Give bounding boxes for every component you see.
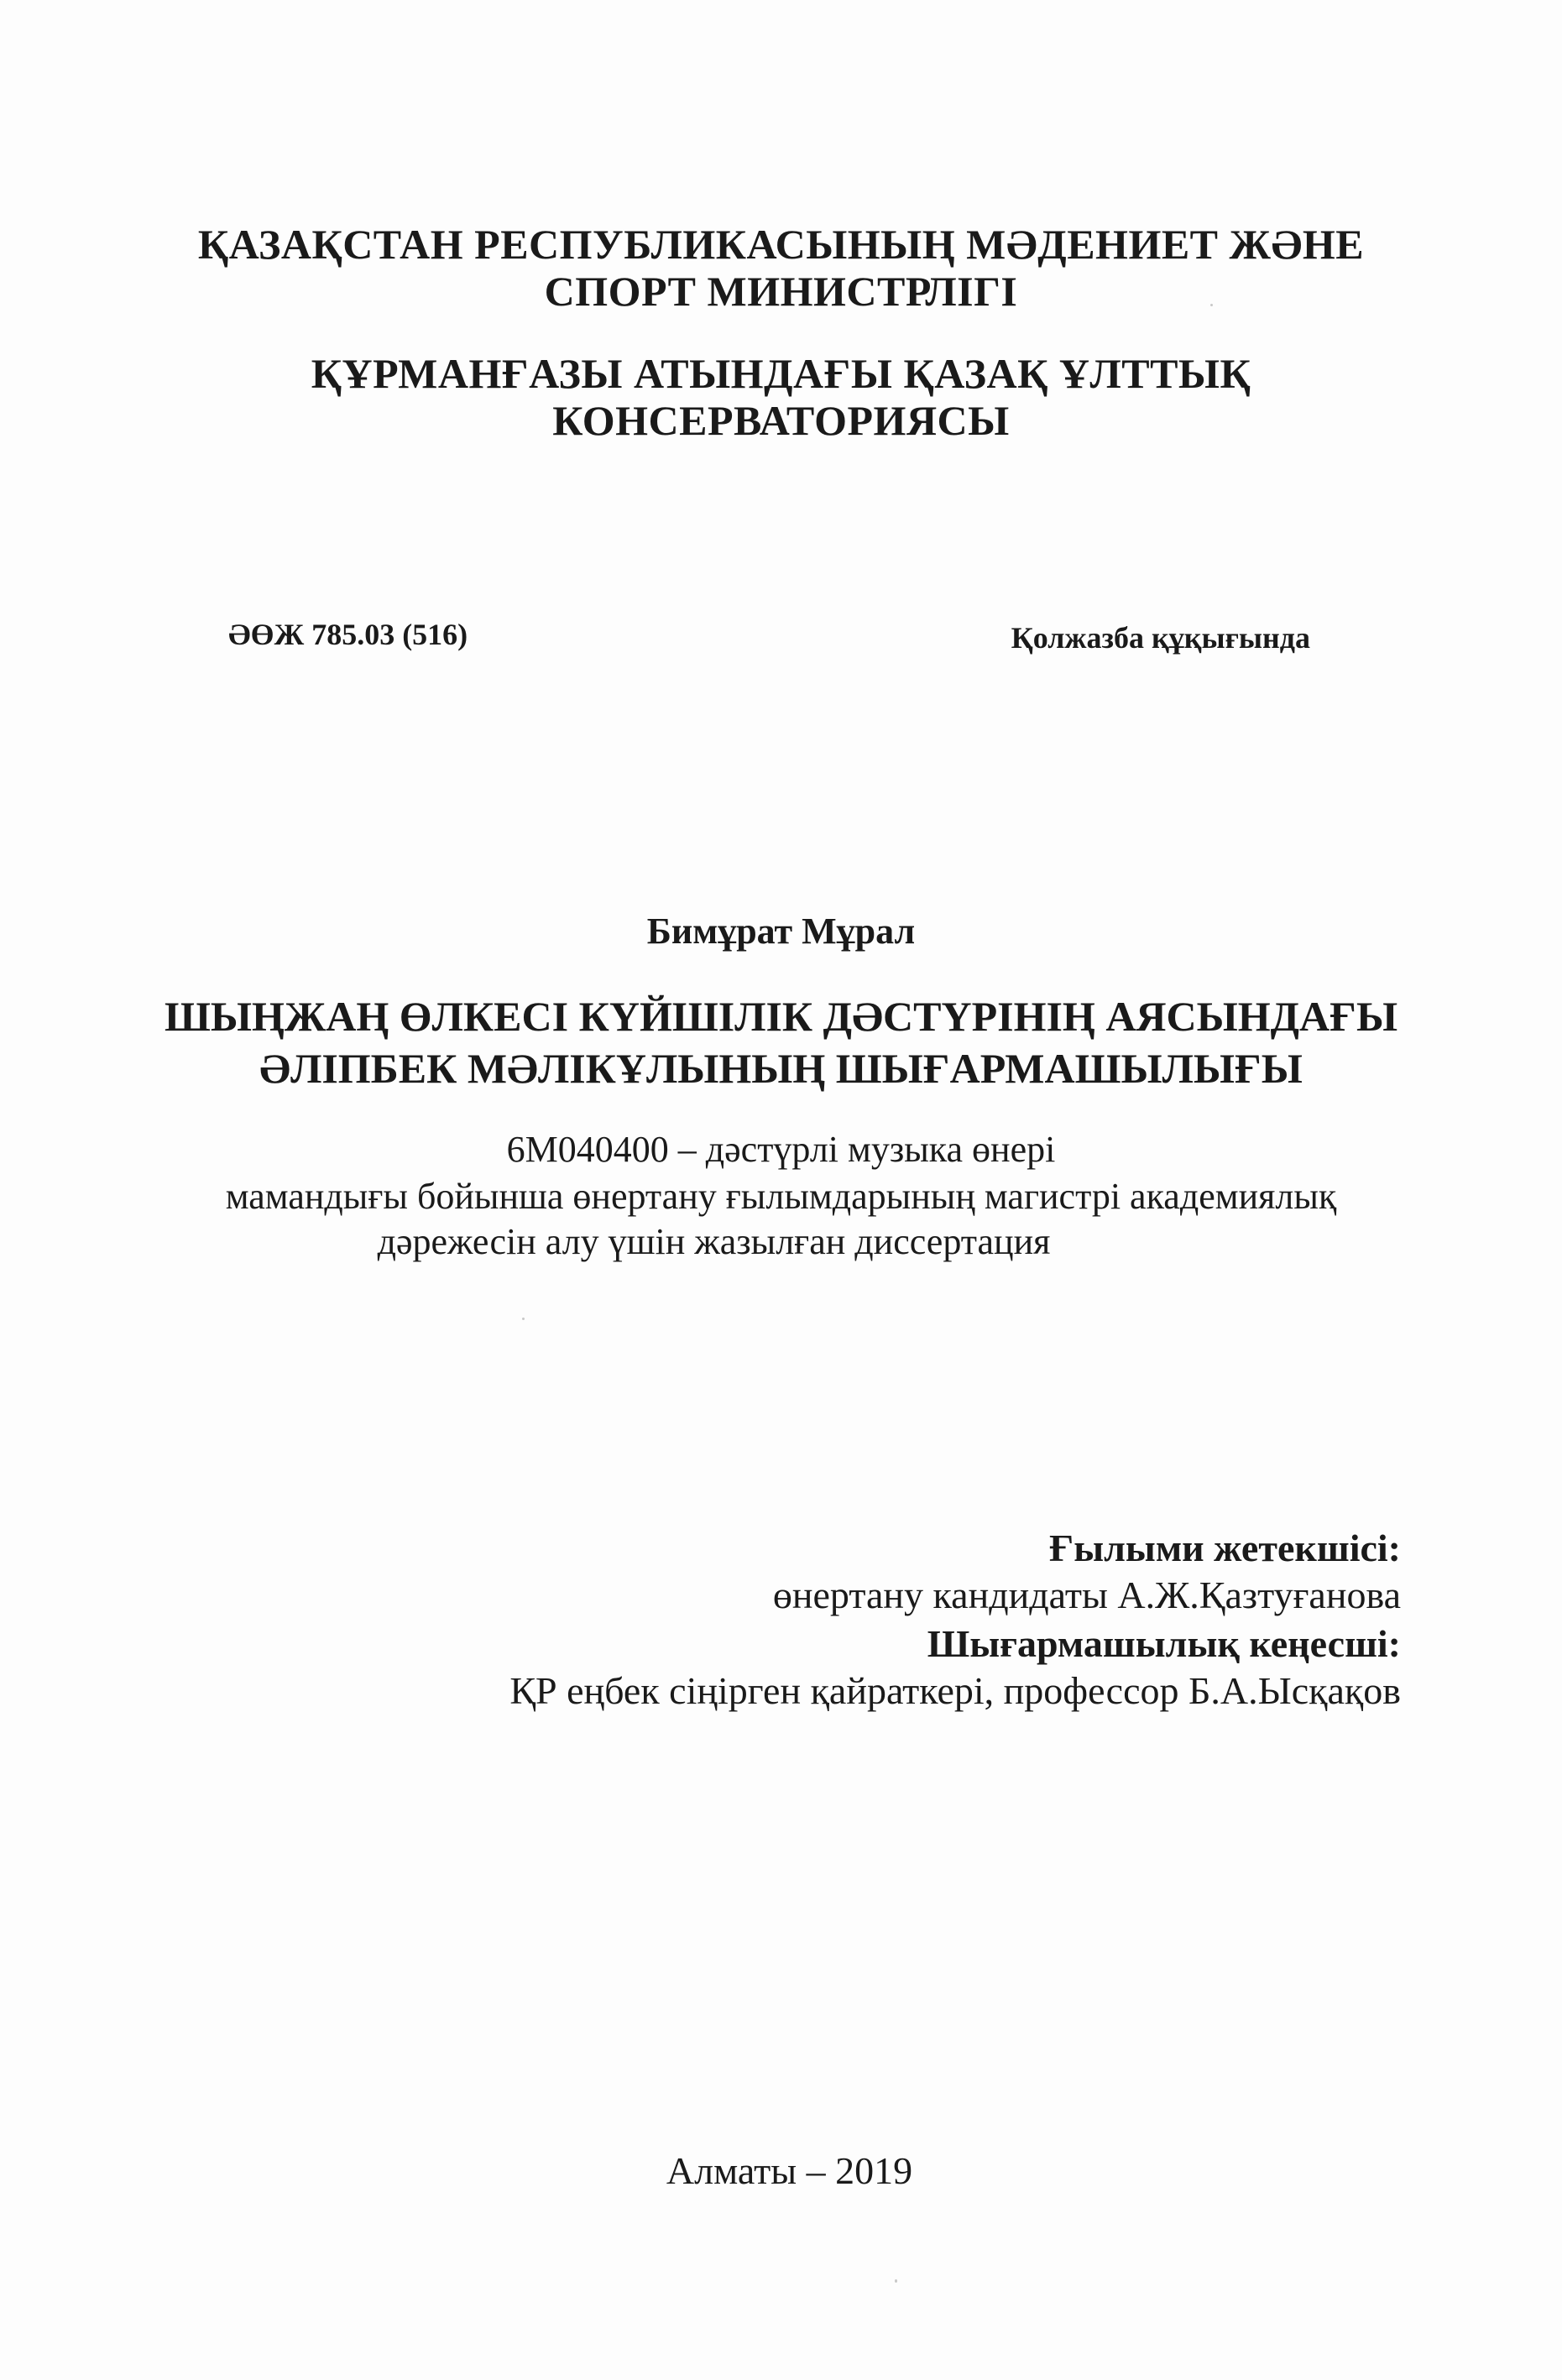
ministry-line-1: ҚАЗАҚСТАН РЕСПУБЛИКАСЫНЫҢ МӘДЕНИЕТ ЖӘНЕ: [197, 221, 1365, 268]
author-name: Бимұрат Мұрал: [646, 911, 916, 952]
manuscript-rights-note: Қолжазба құқығында: [1011, 621, 1310, 655]
udc-code: ӘӨЖ 785.03 (516): [228, 618, 468, 651]
institution-line-1: ҚҰРМАНҒАЗЫ АТЫНДАҒЫ ҚАЗАҚ ҰЛТТЫҚ: [311, 350, 1251, 397]
scan-speck: [522, 1318, 525, 1320]
scientific-advisor-name: өнертану кандидаты А.Ж.Қазтуғанова: [772, 1574, 1401, 1616]
dissertation-title-line-2: ӘЛІПБЕК МӘЛІКҰЛЫНЫҢ ШЫҒАРМАШЫЛЫҒЫ: [259, 1045, 1303, 1092]
creative-advisor-name: ҚР еңбек сіңірген қайраткері, профессор Б.А.Ысқақов: [509, 1669, 1401, 1712]
ministry-line-2: СПОРТ МИНИСТРЛІГІ: [544, 268, 1018, 315]
dissertation-title-line-1: ШЫҢЖАҢ ӨЛКЕСІ КҮЙШІЛІК ДӘСТҮРІНІҢ АЯСЫНДАҒЫ: [164, 993, 1398, 1040]
creative-advisor-label: Шығармашылық кеңесші:: [927, 1622, 1401, 1665]
scan-speck: [1210, 304, 1213, 306]
institution-line-2: КОНСЕРВАТОРИЯСЫ: [552, 397, 1010, 444]
city-year: Алматы – 2019: [666, 2149, 913, 2192]
description-line-3: дәрежесін алу үшін жазылған диссертация: [377, 1221, 1051, 1262]
description-line-2: мамандығы бойынша өнертану ғылымдарының магистрі академиялық: [225, 1176, 1337, 1217]
scan-speck: [895, 2279, 897, 2283]
description-line-1: 6М040400 – дәстүрлі музыка өнері: [506, 1129, 1056, 1170]
scientific-advisor-label: Ғылыми жетекшісі:: [1048, 1527, 1401, 1569]
